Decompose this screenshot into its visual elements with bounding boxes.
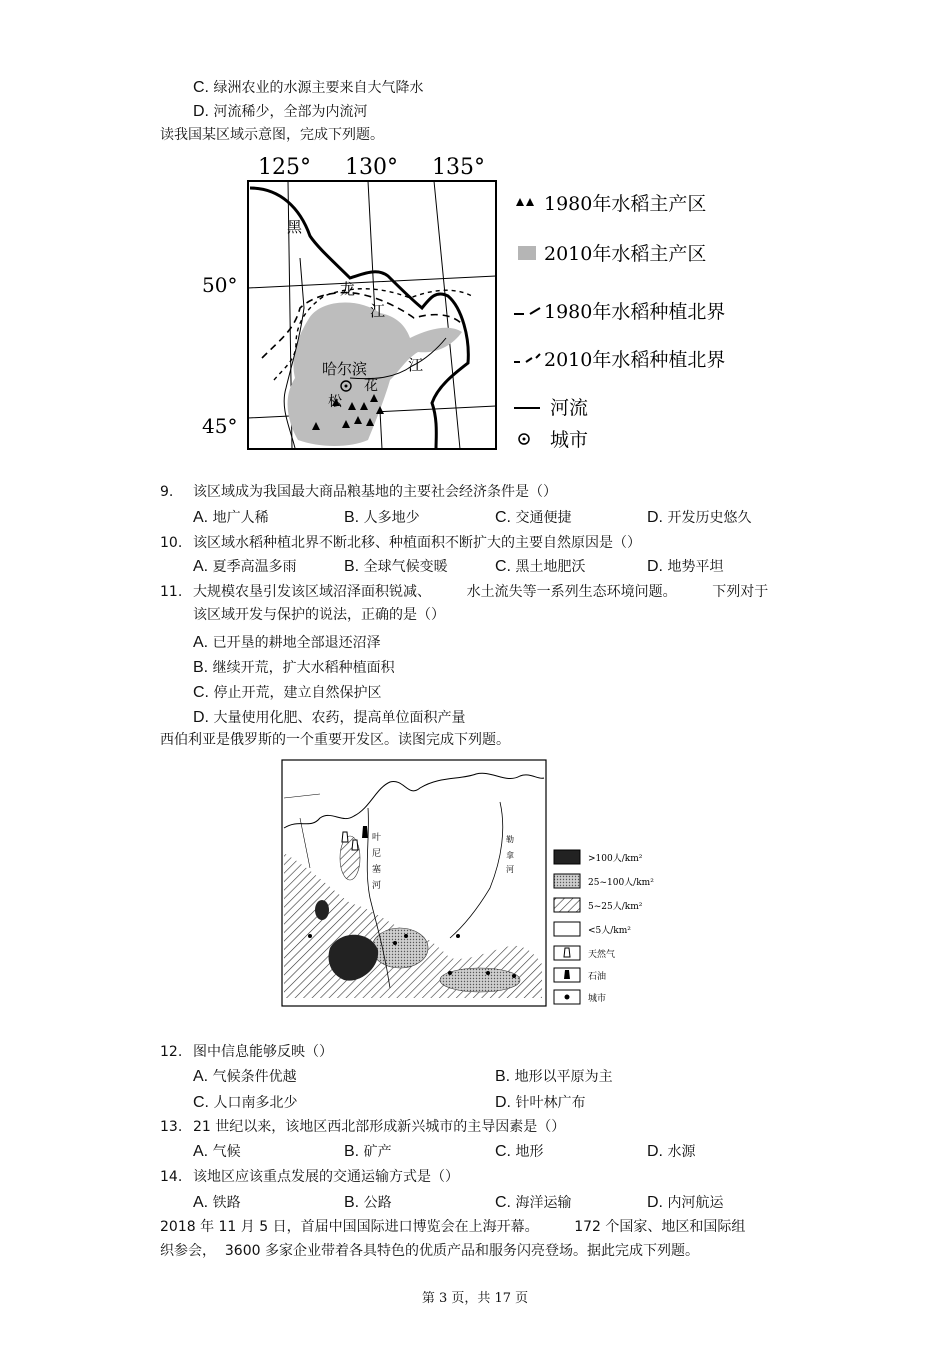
question-11-stem-line1: 大规模农垦引发该区域沼泽面积锐减、 水土流失等一系列生态环境问题。 下列对于 xyxy=(193,584,769,600)
label-na: 拿 xyxy=(506,851,514,860)
question-11-number: 11. xyxy=(160,584,183,600)
option-14d[interactable]: D. 内河航运 xyxy=(647,1194,724,1211)
option-9c[interactable]: C. 交通便捷 xyxy=(495,509,572,526)
question-9-stem: 该区域成为我国最大商品粮基地的主要社会经济条件是（） xyxy=(193,484,557,500)
option-11b[interactable]: B. 继续开荒，扩大水稻种植面积 xyxy=(193,659,395,676)
intro-map2: 西伯利亚是俄罗斯的一个重要开发区。读图完成下列题。 xyxy=(160,732,510,748)
legend-over100-swatch xyxy=(554,850,580,864)
label-sai: 塞 xyxy=(372,865,382,875)
legend-1980-boundary: 1980年水稻种植北界 xyxy=(544,301,726,323)
river-char-jiang1: 江 xyxy=(370,302,386,320)
legend-gray-swatch xyxy=(518,246,536,260)
legend-city: 城市 xyxy=(550,429,589,451)
intro-expo-line2: 织参会， 3600 多家企业带着各具特色的优质产品和服务闪亮登场。据此完成下列题。 xyxy=(160,1243,699,1259)
option-11a[interactable]: A. 已开垦的耕地全部退还沼泽 xyxy=(193,634,381,651)
question-12-stem: 图中信息能够反映（） xyxy=(193,1044,333,1060)
northeast-rice-map xyxy=(200,148,760,468)
prev-option-d: D. 河流稀少，全部为内流河 xyxy=(193,103,368,120)
question-10-number: 10. xyxy=(160,535,183,551)
option-12a[interactable]: A. 气候条件优越 xyxy=(193,1068,297,1085)
lon-label-125: 125° xyxy=(258,155,311,180)
legend-dash-1980-icon xyxy=(514,308,540,314)
city-label-harbin: 哈尔滨 xyxy=(322,360,368,378)
label-ni: 尼 xyxy=(372,849,382,859)
option-10a[interactable]: A. 夏季高温多雨 xyxy=(193,558,297,575)
option-13c[interactable]: C. 地形 xyxy=(495,1143,544,1160)
density-25-100-area xyxy=(372,928,428,968)
lon-label-135: 135° xyxy=(432,155,485,180)
option-10d[interactable]: D. 地势平坦 xyxy=(647,558,724,575)
question-9: 9. xyxy=(160,484,174,500)
legend-city-dot-icon xyxy=(565,995,570,1000)
legend-1980-rice-area: 1980年水稻主产区 xyxy=(544,193,707,215)
lat-label-50: 50° xyxy=(202,273,238,297)
density-over-100-west xyxy=(315,900,329,920)
option-14b[interactable]: B. 公路 xyxy=(344,1194,392,1211)
oil-symbol-icon xyxy=(362,826,368,838)
legend-under5: <5人/km² xyxy=(588,926,631,936)
question-10-stem: 该区域水稻种植北界不断北移、种植面积不断扩大的主要自然原因是（） xyxy=(193,535,641,551)
prev-option-c: C. 绿洲农业的水源主要来自大气降水 xyxy=(193,79,424,96)
legend-25-100-swatch xyxy=(554,874,580,888)
lon-label-130: 130° xyxy=(345,155,398,180)
river-char-song: 松 xyxy=(328,394,342,410)
map1-legend xyxy=(514,193,725,451)
option-9a[interactable]: A. 地广人稀 xyxy=(193,509,269,526)
option-9b[interactable]: B. 人多地少 xyxy=(344,509,420,526)
label-ye: 叶 xyxy=(372,833,382,843)
river-char-hei: 黑 xyxy=(287,218,303,236)
intro-map1: 读我国某区域示意图，完成下列题。 xyxy=(160,127,384,143)
legend-oil-icon xyxy=(564,970,570,979)
option-14a[interactable]: A. 铁路 xyxy=(193,1194,241,1211)
option-13b[interactable]: B. 矿产 xyxy=(344,1143,392,1160)
label-he2: 河 xyxy=(506,865,514,874)
option-13a[interactable]: A. 气候 xyxy=(193,1143,241,1160)
option-12d[interactable]: D. 针叶林广布 xyxy=(495,1094,586,1111)
option-12c[interactable]: C. 人口南多北少 xyxy=(193,1094,298,1111)
river-char-jiang2: 江 xyxy=(408,356,424,374)
river-char-hua: 花 xyxy=(364,378,378,394)
option-10c[interactable]: C. 黑土地肥沃 xyxy=(495,558,586,575)
option-10b[interactable]: B. 全球气候变暖 xyxy=(344,558,448,575)
legend-river: 河流 xyxy=(550,397,589,419)
question-11-stem-line2: 该区域开发与保护的说法，正确的是（） xyxy=(193,607,445,623)
option-12b[interactable]: B. 地形以平原为主 xyxy=(495,1068,613,1085)
legend-over100: >100人/km² xyxy=(588,854,643,864)
legend-2010-rice-area: 2010年水稻主产区 xyxy=(544,243,707,265)
question-13-number: 13. xyxy=(160,1119,183,1135)
option-13d[interactable]: D. 水源 xyxy=(647,1143,696,1160)
label-le: 勒 xyxy=(506,835,514,844)
question-14-stem: 该地区应该重点发展的交通运输方式是（） xyxy=(193,1169,459,1185)
map2-legend xyxy=(554,850,654,1004)
legend-25-100: 25~100人/km² xyxy=(588,878,654,888)
question-14-number: 14. xyxy=(160,1169,183,1185)
density-25-100-east xyxy=(440,968,520,992)
legend-dash-2010-icon xyxy=(514,354,540,362)
river-char-long: 龙 xyxy=(340,280,356,298)
lat-label-45: 45° xyxy=(202,414,238,438)
legend-2010-boundary: 2010年水稻种植北界 xyxy=(544,349,726,371)
label-he: 河 xyxy=(372,881,382,891)
legend-city2: 城市 xyxy=(588,994,607,1004)
question-13-stem: 21 世纪以来，该地区西北部形成新兴城市的主导因素是（） xyxy=(193,1119,566,1135)
option-9d[interactable]: D. 开发历史悠久 xyxy=(647,509,752,526)
siberia-map xyxy=(280,758,680,1008)
legend-oil: 石油 xyxy=(588,972,607,982)
legend-gas: 天然气 xyxy=(588,950,616,960)
option-11d[interactable]: D. 大量使用化肥、农药，提高单位面积产量 xyxy=(193,709,466,726)
legend-gas-icon xyxy=(564,948,570,957)
intro-expo-line1: 2018 年 11 月 5 日，首届中国国际进口博览会在上海开幕。 172 个国家、地区和国际组 xyxy=(160,1219,746,1235)
legend-triangle-icon xyxy=(516,198,534,206)
legend-5-25: 5~25人/km² xyxy=(588,902,643,912)
legend-under5-swatch xyxy=(554,922,580,936)
page-footer: 第 3 页，共 17 页 xyxy=(421,1291,529,1306)
question-12-number: 12. xyxy=(160,1044,183,1060)
option-11c[interactable]: C. 停止开荒，建立自然保护区 xyxy=(193,684,382,701)
legend-5-25-swatch xyxy=(554,898,580,912)
option-14c[interactable]: C. 海洋运输 xyxy=(495,1194,572,1211)
